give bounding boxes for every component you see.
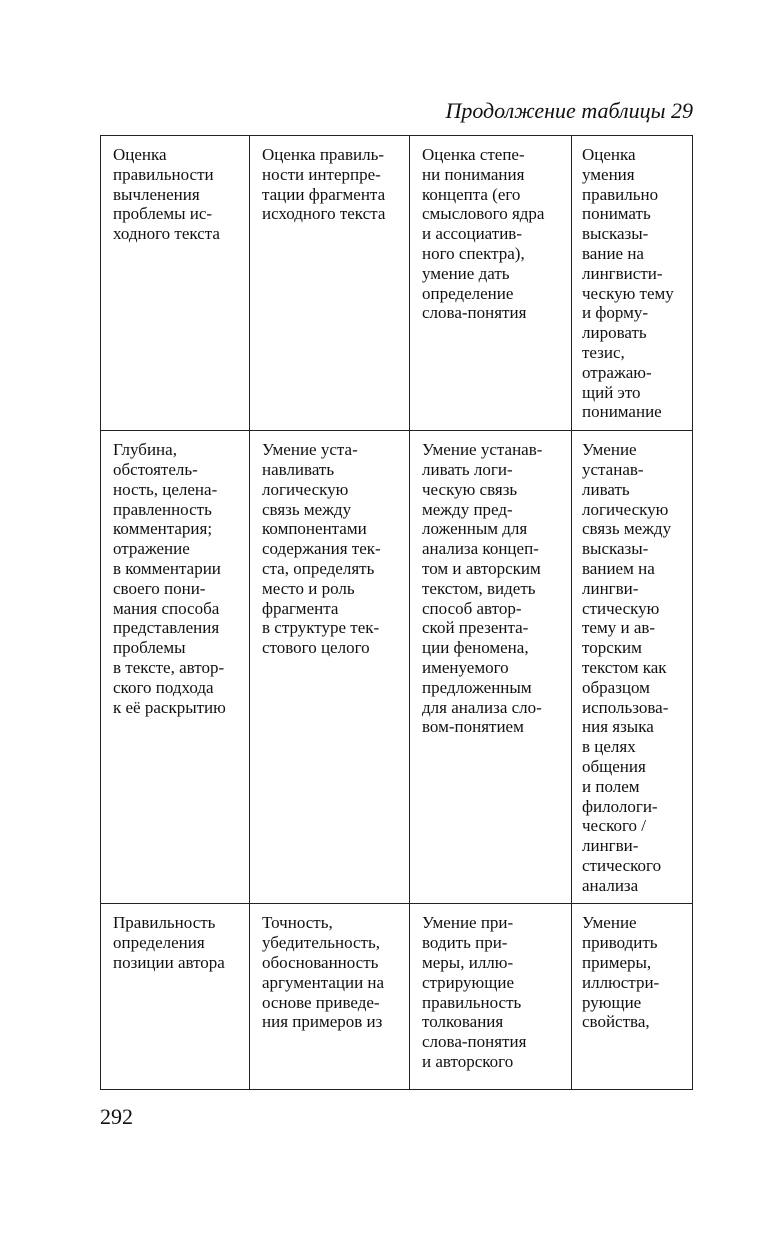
table-row <box>101 431 693 904</box>
table-caption: Продолжение таблицы 29 <box>445 98 693 123</box>
table-row <box>101 904 693 1090</box>
table-row <box>101 136 693 431</box>
table-cell: Умение приводить примеры, иллюстри- рующие свойства, <box>572 904 693 1090</box>
table-cell: Оценка правиль- ности интерпре- тации фрагмента исходного текста <box>250 136 410 431</box>
table-cell: Правильность определения позиции автора <box>101 904 250 1090</box>
table-cell: Глубина, обстоятель- ность, целена- правленность комментария; отражение в комментарии своего пони- мания способа представления проблемы в тексте, автор- ского подхода к её раскрытию <box>101 431 250 904</box>
table-cell: Точность, убедительность, обоснованность аргументации на основе приведе- ния примеров из <box>250 904 410 1090</box>
page-number: 292 <box>100 1104 133 1129</box>
table-cell: Умение устанав- ливать логи- ческую связь между пред- ложенным для анализа концеп- том и авторским текстом, видеть способ автор- ской презента- ции феномена, именуемого предложенным для анализа сло- вом-понятием <box>410 431 572 904</box>
table-cell: Умение при- водить при- меры, иллю- стрирующие правильность толкования слова-понятия и авторского <box>410 904 572 1090</box>
table-cell: Оценка умения правильно понимать высказы- вание на лингвисти- ческую тему и форму- лировать тезис, отражаю- щий это понимание <box>572 136 693 431</box>
assessment-criteria-table <box>100 135 693 1090</box>
table-cell: Умение уста- навливать логическую связь между компонентами содержания тек- ста, определять место и роль фрагмента в структуре тек- стового целого <box>250 431 410 904</box>
table-cell: Умение устанав- ливать логическую связь между высказы- ванием на лингви- стическую тему и ав- торским текстом как образцом использова- ния языка в целях общения и полем филологи- ческого / лингви- стического анализа <box>572 431 693 904</box>
table-cell: Оценка правильности вычленения проблемы ис- ходного текста <box>101 136 250 431</box>
table-cell: Оценка степе- ни понимания концепта (его смыслового ядра и ассоциатив- ного спектра), умение дать определение слова-понятия <box>410 136 572 431</box>
